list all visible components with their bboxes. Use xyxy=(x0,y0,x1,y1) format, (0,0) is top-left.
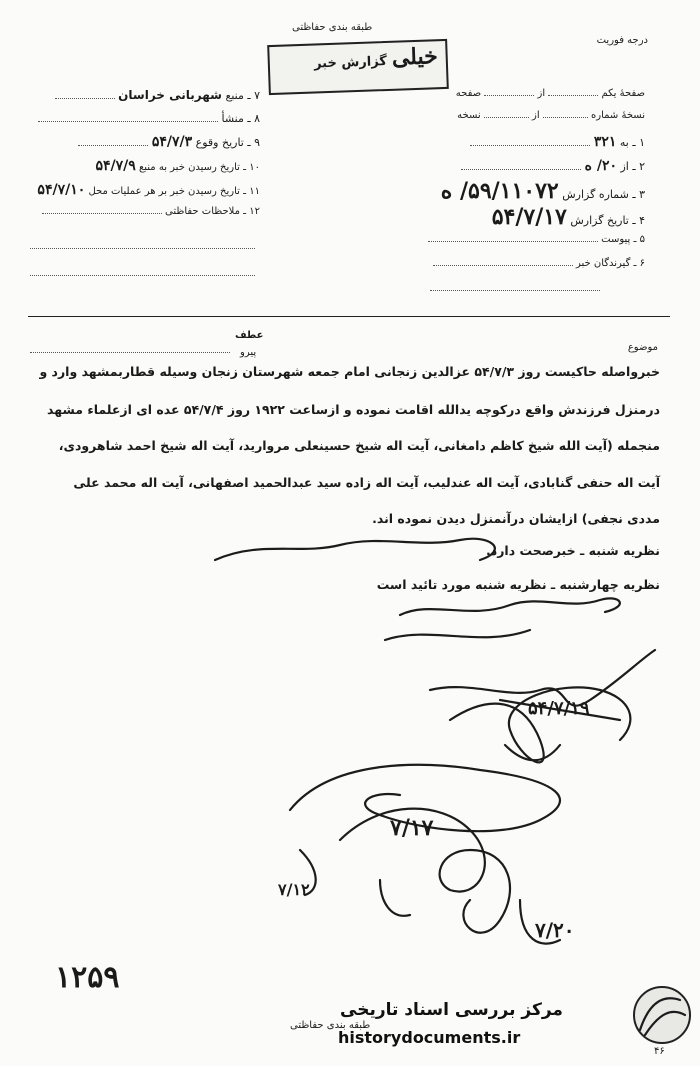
subject-label: موضوع xyxy=(627,342,658,353)
field-value: ۵۴/۷/۱۰ xyxy=(37,182,86,198)
field-label: ۵ ـ پیوست xyxy=(601,234,645,245)
logo-title: مرکز بررسی اسناد تاریخی xyxy=(340,1000,563,1020)
field-value: شهربانی خراسان xyxy=(118,88,222,102)
body-line: مددی نجفی) ازایشان درآنمنزل دیدن نموده اند. xyxy=(372,511,660,526)
field-label: ۱۰ ـ تاریخ رسیدن خبر به منبع xyxy=(138,162,260,173)
body-line: منجمله (آیت الله شیخ کاظم دامغانی، آیت اله شیخ حسینعلی مروارید، آیت اله شیخ احمد شاهرودی، xyxy=(58,438,660,453)
field-label: ۹ ـ تاریخ وقوع xyxy=(195,136,260,149)
field-label: صفحهٔ یکم xyxy=(601,88,645,99)
cursive-annotation xyxy=(215,539,495,560)
signature xyxy=(505,745,560,760)
handwritten-date: ۵۴/۷/۱۹ xyxy=(528,698,590,719)
field-label: از xyxy=(532,110,540,121)
note-line: نظریه شنبه ـ خبرصحت دارد. xyxy=(486,543,660,558)
field-value: ۵۹/۱۱۰۷۲/ ه xyxy=(440,178,559,204)
cursive-annotation xyxy=(385,630,530,640)
atf-label: عطف xyxy=(235,330,264,341)
handwritten-date: ۷/۲۰ xyxy=(535,918,575,942)
handwritten-date: ۷/۱۷ xyxy=(390,815,434,841)
field-value: ۳۲۱ xyxy=(593,134,617,150)
stamp-main: گزارش خبر xyxy=(313,53,388,72)
logo-url: historydocuments.ir xyxy=(338,1028,521,1047)
field-label: ۷ ـ منبع xyxy=(225,89,260,102)
field-label: نسخهٔ شماره xyxy=(591,110,645,121)
priority-label: درجه فوریت xyxy=(596,35,648,46)
signature xyxy=(380,880,410,916)
peyrow-label: پیرو xyxy=(240,347,257,358)
stamp-mark: خیلی xyxy=(391,43,439,71)
field-label: ۴ ـ تاریخ گزارش xyxy=(570,214,645,227)
body-line: خبرواصله حاکیست روز ۵۴/۷/۳ عزالدین زنجانی امام جمعه شهرستان زنجان وسیله قطاربمشهد وارد و xyxy=(39,364,660,379)
field-label: ۸ ـ منشأ xyxy=(221,112,260,125)
field-label: ۱ ـ به xyxy=(619,136,645,149)
handwritten-number: ۱۲۵۹ xyxy=(55,960,120,995)
cursive-annotation xyxy=(400,598,620,615)
field-label: ۱۲ ـ ملاحظات حفاظتی xyxy=(165,206,260,217)
note-line: نظریه چهارشنبه ـ نظریه شنبه مورد تائید است xyxy=(376,577,660,592)
field-label: صفحه xyxy=(455,88,482,99)
classification-label: طبقه بندی حفاظتی xyxy=(292,22,373,33)
field-label: ۶ ـ گیرندگان خبر xyxy=(575,258,645,269)
field-value: ۵۴/۷/۹ xyxy=(95,158,136,174)
field-value: ۵۴/۷/۱۷ xyxy=(491,204,567,230)
body-line: آیت اله حنفی گنابادی، آیت اله عندلیب، آیت اله زاده سید عبدالحمید اصفهانی، آیت اله محمد علی xyxy=(73,475,660,490)
body-line: درمنزل فرزندش واقع درکوچه یدالله اقامت نموده و ازساعت ۱۹۲۲ روز ۵۴/۷/۴ عده ای ازعلماء مشهد xyxy=(47,402,660,417)
field-value: ۲۰/ ه xyxy=(584,158,617,174)
handwritten-date: ۷/۱۲ xyxy=(278,880,310,899)
footer-page-code: ۴۶ xyxy=(654,1046,665,1057)
field-label: ۱۱ ـ تاریخ رسیدن خبر بر هر عملیات محل xyxy=(88,186,260,197)
footer-classification: طبقه بندی حفاظتی xyxy=(290,1020,371,1031)
field-label: از xyxy=(537,88,546,99)
field-label: ۲ ـ از xyxy=(620,160,645,173)
field-label: نسخه xyxy=(457,110,481,121)
field-label: ۳ ـ شماره گزارش xyxy=(562,188,645,201)
field-value: ۵۴/۷/۳ xyxy=(151,134,193,150)
